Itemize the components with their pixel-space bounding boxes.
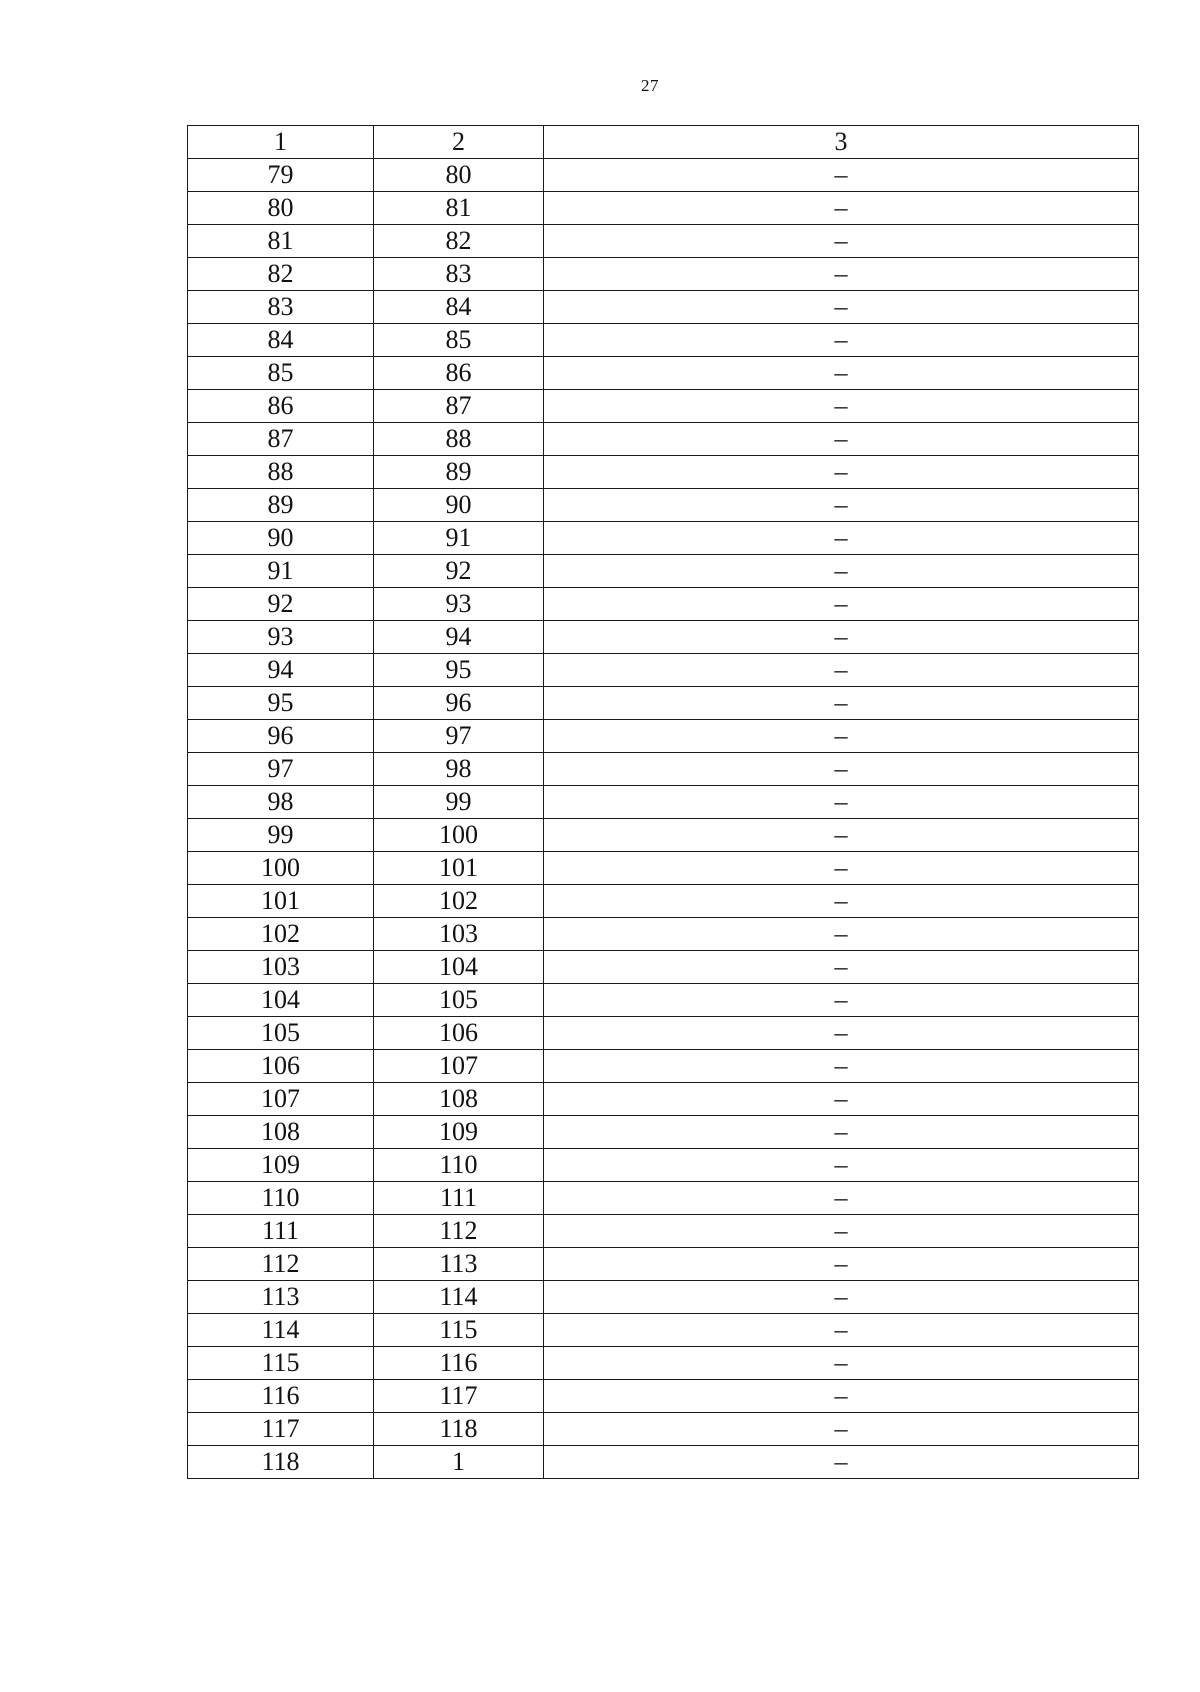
table-cell-col3: – (544, 1347, 1139, 1380)
table-cell-col3: – (544, 588, 1139, 621)
table-cell-col3: – (544, 819, 1139, 852)
table-row (188, 258, 1139, 291)
table-cell-col2: 101 (374, 852, 544, 885)
header-cell-3: 3 (544, 126, 1139, 159)
header-cell-2: 2 (374, 126, 544, 159)
table-cell-col2: 111 (374, 1182, 544, 1215)
table-row (188, 951, 1139, 984)
table-cell-col3: – (544, 621, 1139, 654)
table-row (188, 1149, 1139, 1182)
table-cell-col2: 107 (374, 1050, 544, 1083)
table-cell-col3: – (544, 951, 1139, 984)
table-row (188, 1050, 1139, 1083)
table-cell-col3: – (544, 918, 1139, 951)
table-cell-col3: – (544, 984, 1139, 1017)
table-cell-col1: 100 (188, 852, 374, 885)
table-cell-col2: 99 (374, 786, 544, 819)
table-cell-col2: 103 (374, 918, 544, 951)
table-cell-col3: – (544, 654, 1139, 687)
table-cell-col1: 118 (188, 1446, 374, 1479)
header-cell-1: 1 (188, 126, 374, 159)
table-cell-col1: 99 (188, 819, 374, 852)
table-cell-col1: 81 (188, 225, 374, 258)
table-cell-col2: 82 (374, 225, 544, 258)
table-cell-col2: 84 (374, 291, 544, 324)
table-cell-col2: 116 (374, 1347, 544, 1380)
table-row (188, 885, 1139, 918)
table-cell-col3: – (544, 291, 1139, 324)
table-row (188, 984, 1139, 1017)
table-cell-col1: 94 (188, 654, 374, 687)
table-cell-col3: – (544, 225, 1139, 258)
table-cell-col2: 96 (374, 687, 544, 720)
table-row (188, 456, 1139, 489)
table-row (188, 1182, 1139, 1215)
table-cell-col2: 88 (374, 423, 544, 456)
table-cell-col2: 97 (374, 720, 544, 753)
table-cell-col2: 102 (374, 885, 544, 918)
table-cell-col3: – (544, 1314, 1139, 1347)
table-cell-col1: 85 (188, 357, 374, 390)
table-cell-col3: – (544, 1380, 1139, 1413)
table-cell-col3: – (544, 753, 1139, 786)
table-cell-col2: 83 (374, 258, 544, 291)
table-cell-col1: 95 (188, 687, 374, 720)
table-cell-col2: 106 (374, 1017, 544, 1050)
table-cell-col2: 90 (374, 489, 544, 522)
table-row (188, 1380, 1139, 1413)
table-cell-col1: 79 (188, 159, 374, 192)
table-row (188, 390, 1139, 423)
table-row (188, 654, 1139, 687)
table-row (188, 1116, 1139, 1149)
table-cell-col2: 86 (374, 357, 544, 390)
table-cell-col3: – (544, 1182, 1139, 1215)
table-cell-col3: – (544, 1281, 1139, 1314)
table-cell-col1: 104 (188, 984, 374, 1017)
table-cell-col2: 93 (374, 588, 544, 621)
table-row (188, 687, 1139, 720)
table-cell-col1: 102 (188, 918, 374, 951)
table-cell-col3: – (544, 1149, 1139, 1182)
table-cell-col3: – (544, 555, 1139, 588)
table-row (188, 588, 1139, 621)
table-row (188, 621, 1139, 654)
table-cell-col1: 82 (188, 258, 374, 291)
table-cell-col1: 113 (188, 1281, 374, 1314)
table-row (188, 852, 1139, 885)
table-row (188, 1281, 1139, 1314)
table-cell-col2: 110 (374, 1149, 544, 1182)
table-cell-col2: 98 (374, 753, 544, 786)
table-row (188, 1413, 1139, 1446)
table-cell-col2: 104 (374, 951, 544, 984)
table-cell-col1: 97 (188, 753, 374, 786)
table-row (188, 324, 1139, 357)
table-cell-col2: 114 (374, 1281, 544, 1314)
table-cell-col3: – (544, 1248, 1139, 1281)
table-row (188, 720, 1139, 753)
table-cell-col1: 117 (188, 1413, 374, 1446)
table-cell-col1: 108 (188, 1116, 374, 1149)
table-cell-col2: 87 (374, 390, 544, 423)
table-cell-col2: 105 (374, 984, 544, 1017)
table-cell-col3: – (544, 1215, 1139, 1248)
page-number: 27 (641, 76, 659, 95)
table-cell-col3: – (544, 390, 1139, 423)
table-cell-col3: – (544, 192, 1139, 225)
table-row (188, 1347, 1139, 1380)
table-cell-col2: 112 (374, 1215, 544, 1248)
table-cell-col1: 103 (188, 951, 374, 984)
table-cell-col1: 91 (188, 555, 374, 588)
table-cell-col2: 94 (374, 621, 544, 654)
table-row (188, 192, 1139, 225)
table-cell-col2: 109 (374, 1116, 544, 1149)
table-cell-col1: 112 (188, 1248, 374, 1281)
table-cell-col2: 91 (374, 522, 544, 555)
data-table (187, 125, 1139, 1479)
table-row (188, 1017, 1139, 1050)
table-cell-col2: 100 (374, 819, 544, 852)
table-cell-col3: – (544, 1413, 1139, 1446)
table-cell-col3: – (544, 885, 1139, 918)
table-cell-col3: – (544, 357, 1139, 390)
table-row (188, 1446, 1139, 1479)
table-cell-col1: 92 (188, 588, 374, 621)
table-cell-col3: – (544, 489, 1139, 522)
table-row (188, 786, 1139, 819)
table-cell-col3: – (544, 159, 1139, 192)
table-cell-col3: – (544, 1083, 1139, 1116)
table-cell-col3: – (544, 423, 1139, 456)
table-row (188, 1248, 1139, 1281)
table-row (188, 357, 1139, 390)
table-row (188, 1314, 1139, 1347)
table-cell-col1: 88 (188, 456, 374, 489)
table-row (188, 555, 1139, 588)
table-cell-col2: 108 (374, 1083, 544, 1116)
table-cell-col2: 89 (374, 456, 544, 489)
table-row (188, 918, 1139, 951)
table-cell-col1: 107 (188, 1083, 374, 1116)
table-cell-col1: 90 (188, 522, 374, 555)
table-cell-col1: 114 (188, 1314, 374, 1347)
table-cell-col1: 93 (188, 621, 374, 654)
table-cell-col1: 83 (188, 291, 374, 324)
table-cell-col1: 98 (188, 786, 374, 819)
table-cell-col1: 106 (188, 1050, 374, 1083)
table-row (188, 522, 1139, 555)
table-cell-col1: 109 (188, 1149, 374, 1182)
table-cell-col1: 86 (188, 390, 374, 423)
table-cell-col2: 92 (374, 555, 544, 588)
table-cell-col2: 95 (374, 654, 544, 687)
table-header-row (188, 126, 1139, 159)
table-cell-col2: 117 (374, 1380, 544, 1413)
table-cell-col3: – (544, 324, 1139, 357)
table-cell-col1: 84 (188, 324, 374, 357)
table-cell-col1: 115 (188, 1347, 374, 1380)
table-cell-col3: – (544, 522, 1139, 555)
table-cell-col3: – (544, 687, 1139, 720)
table-cell-col3: – (544, 1017, 1139, 1050)
table-cell-col2: 81 (374, 192, 544, 225)
table-row (188, 159, 1139, 192)
table-row (188, 423, 1139, 456)
table-cell-col1: 116 (188, 1380, 374, 1413)
table-cell-col2: 115 (374, 1314, 544, 1347)
table-cell-col3: – (544, 786, 1139, 819)
table-cell-col1: 87 (188, 423, 374, 456)
table-cell-col3: – (544, 456, 1139, 489)
table-cell-col2: 118 (374, 1413, 544, 1446)
table-row (188, 291, 1139, 324)
table-cell-col3: – (544, 1446, 1139, 1479)
table-cell-col1: 111 (188, 1215, 374, 1248)
table-cell-col1: 89 (188, 489, 374, 522)
table-cell-col3: – (544, 1050, 1139, 1083)
table-row (188, 819, 1139, 852)
table-cell-col2: 80 (374, 159, 544, 192)
table-row (188, 753, 1139, 786)
table-cell-col1: 80 (188, 192, 374, 225)
table-cell-col2: 85 (374, 324, 544, 357)
table-cell-col3: – (544, 258, 1139, 291)
table-row (188, 225, 1139, 258)
table-cell-col1: 105 (188, 1017, 374, 1050)
table-cell-col3: – (544, 852, 1139, 885)
table-cell-col2: 113 (374, 1248, 544, 1281)
table-row (188, 1083, 1139, 1116)
table-cell-col3: – (544, 720, 1139, 753)
table-cell-col1: 110 (188, 1182, 374, 1215)
table-row (188, 1215, 1139, 1248)
table-body (188, 126, 1139, 1479)
table-cell-col3: – (544, 1116, 1139, 1149)
table-cell-col1: 101 (188, 885, 374, 918)
table-cell-col1: 96 (188, 720, 374, 753)
table-cell-col2: 1 (374, 1446, 544, 1479)
table-row (188, 489, 1139, 522)
